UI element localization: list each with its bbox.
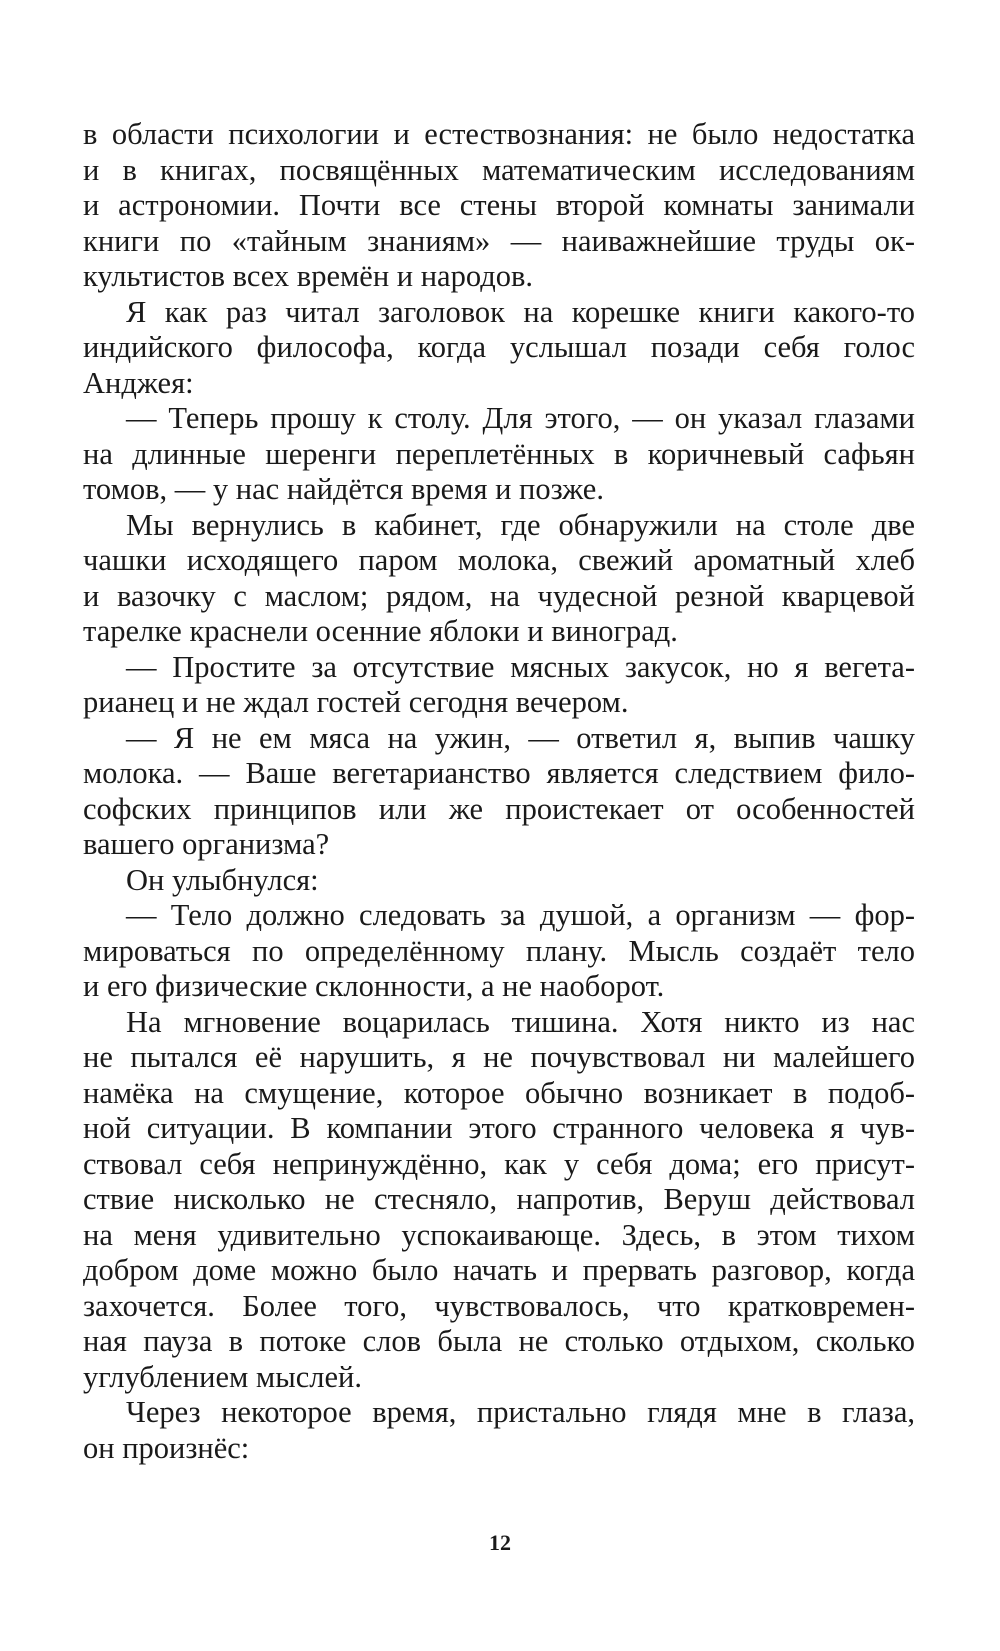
text-line: и вазочку с маслом; рядом, на чудесной резной кварцевой xyxy=(83,578,915,613)
text-line: — Тело должно следовать за душой, а организм — фор- xyxy=(126,898,915,932)
text-line: софских принципов или же проистекает от особенностей xyxy=(83,791,915,826)
text-line: индийского философа, когда услышал позади себя голос xyxy=(83,330,915,364)
text-line: Анджея: xyxy=(83,365,194,400)
text-line: ствие нисколько не стесняло, напротив, Веруш действовал xyxy=(83,1182,915,1216)
text-line: молока. — Ваше вегетарианство является следствием фило- xyxy=(83,756,915,790)
text-line: он произнёс: xyxy=(83,1430,250,1465)
text-line: в области психологии и естествознания: не было недостатка xyxy=(83,117,915,151)
text-line: на меня удивительно успокаивающе. Здесь, в этом тихом xyxy=(83,1217,915,1252)
text-line: тарелке краснели осенние яблоки и виноград. xyxy=(83,614,678,648)
text-line: и в книгах, посвящённых математическим исследованиям xyxy=(83,152,915,187)
text-line: рианец и не ждал гостей сегодня вечером. xyxy=(83,685,629,719)
text-line: — Я не ем мяса на ужин, — ответил я, выпив чашку xyxy=(126,720,915,755)
text-line: — Простите за отсутствие мясных закусок, но я вегета- xyxy=(126,649,915,684)
text-line: ствовал себя непринуждённо, как у себя дома; его присут- xyxy=(83,1146,915,1181)
text-line: добром доме можно было начать и прервать разговор, когда xyxy=(83,1253,915,1287)
text-line: чашки исходящего паром молока, свежий ароматный хлеб xyxy=(83,543,915,577)
body-text xyxy=(83,117,915,1466)
text-line: Я как раз читал заголовок на корешке книги какого-то xyxy=(126,294,915,329)
text-line: Мы вернулись в кабинет, где обнаружили на столе две xyxy=(126,507,915,542)
text-line: намёка на смущение, которое обычно возникает в подоб- xyxy=(83,1075,915,1110)
text-line: ная пауза в потоке слов была не столько отдыхом, сколько xyxy=(83,1324,915,1358)
page-number: 12 xyxy=(489,1530,511,1555)
text-line: Он улыбнулся: xyxy=(126,862,319,897)
text-line: не пытался её нарушить, я не почувствовал ни малейшего xyxy=(83,1040,915,1074)
text-line: на длинные шеренги переплетённых в коричневый сафьян xyxy=(83,436,915,471)
text-line: — Теперь прошу к столу. Для этого, — он указал глазами xyxy=(126,401,915,435)
text-line: книги по «тайным знаниям» — наиважнейшие труды ок- xyxy=(83,223,915,258)
text-line: захочется. Более того, чувствовалось, что кратковремен- xyxy=(83,1288,915,1323)
text-line: Через некоторое время, пристально глядя мне в глаза, xyxy=(126,1395,915,1429)
text-line: мироваться по определённому плану. Мысль создаёт тело xyxy=(83,933,915,968)
text-line: вашего организма? xyxy=(83,827,330,861)
text-line: и его физические склонности, а не наоборот. xyxy=(83,969,665,1003)
text-line: культистов всех времён и народов. xyxy=(83,259,533,293)
text-line: томов, — у нас найдётся время и позже. xyxy=(83,472,604,506)
text-line: и астрономии. Почти все стены второй комнаты занимали xyxy=(83,188,915,222)
text-line: углублением мыслей. xyxy=(83,1359,362,1394)
text-line: ной ситуации. В компании этого странного человека я чув- xyxy=(83,1111,915,1145)
text-line: На мгновение воцарилась тишина. Хотя никто из нас xyxy=(126,1004,915,1039)
